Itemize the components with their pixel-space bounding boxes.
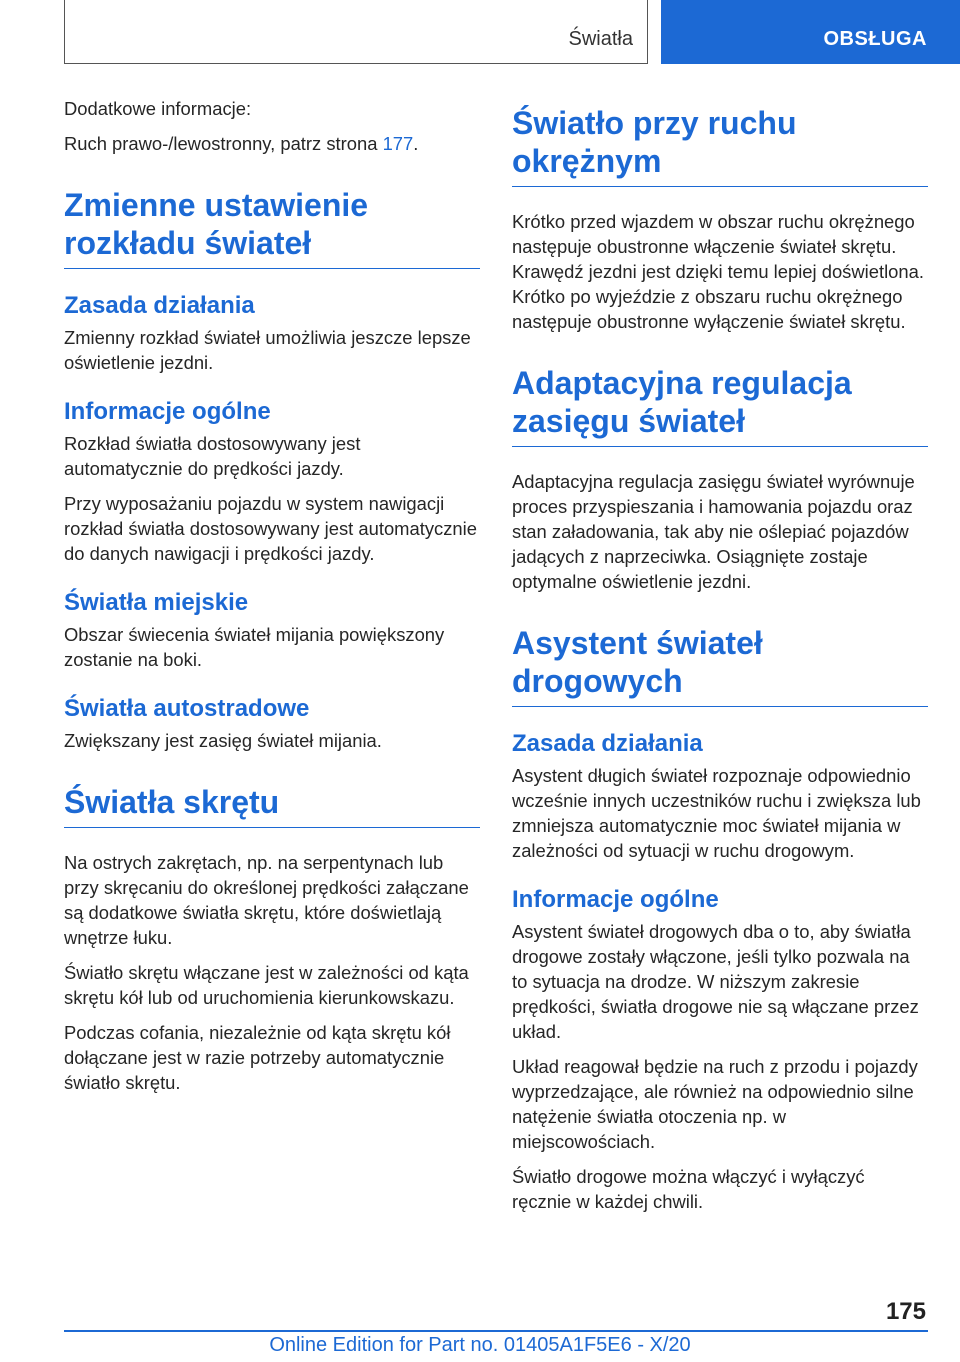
section-roundabout	[512, 104, 928, 187]
paragraph-assistant-principle: Asystent długich świateł rozpoznaje odpowiednio wcześnie innych uczestników ruchu i zwiększa lub zmniejsza automatycznie moc świateł mijania w zależności od sytuacji w ruchu drogowym.	[512, 765, 921, 861]
page-reference-link[interactable]: 177	[382, 133, 414, 154]
header-chapter-label: OBSŁUGA	[823, 28, 927, 50]
right-column	[512, 96, 928, 1224]
section-variable-light	[64, 186, 480, 269]
paragraph-roundabout: Krótko przed wjazdem w obszar ruchu okrężnego następuje obustronne włączenie świateł skrętu. Krawędź jezdni jest dzięki temu lepiej doświetlona. Krótko po wyjeździe z obszaru ruchu okrężnego następuje obustronne wyłączenie świateł skrętu.	[512, 211, 924, 332]
heading-high-beam-assistant: Asystent świateł drogowych	[512, 624, 928, 707]
section-cornering-lights	[64, 783, 480, 828]
heading-adaptive-range: Adaptacyjna regulacja zasięgu świateł	[512, 364, 928, 447]
traffic-reference-end: .	[413, 133, 419, 154]
subheading-general: Informacje ogólne	[64, 398, 271, 425]
paragraph-assistant-general-1: Asystent świateł drogowych dba o to, aby światła drogowe zostały włączone, jeśli tylko pozwala na to sytuacja na drodze. W niższym zakresie prędkości, światła drogowe nie są włączane przez układ.	[512, 921, 919, 1042]
paragraph-city-lights: Obszar świecenia świateł mijania powiększony zostanie na boki.	[64, 624, 445, 670]
paragraph-general-2: Przy wyposażaniu pojazdu w system nawigacji rozkład światła dostosowywany jest automatycznie do danych nawigacji i prędkości jazdy.	[64, 493, 477, 564]
paragraph-cornering-2: Światło skrętu włączane jest w zależności od kąta skrętu kół lub od uruchomienia kierunkowskazu.	[64, 962, 469, 1008]
paragraph-principle: Zmienny rozkład świateł umożliwia jeszcze lepsze oświetlenie jezdni.	[64, 327, 471, 373]
subheading-assistant-principle: Zasada działania	[512, 730, 703, 757]
left-column	[64, 96, 480, 1105]
footer-edition: Online Edition for Part no. 01405A1F5E6 - X/20	[269, 1334, 691, 1356]
paragraph-adaptive-range: Adaptacyjna regulacja zasięgu świateł wyrównuje proces przyspieszania i hamowania pojazdu oraz stan załadowania, tak aby nie oślepiać pojazdów jadących z naprzeciwka. Osiągnięte zostaje optymalne oświetlenie jezdni.	[512, 471, 915, 592]
paragraph-cornering-3: Podczas cofania, niezależnie od kąta skrętu kół dołączane jest w razie potrzeby automatycznie światło skrętu.	[64, 1022, 451, 1093]
subheading-assistant-general: Informacje ogólne	[512, 886, 719, 913]
footer-divider	[64, 1330, 928, 1332]
section-high-beam-assistant	[512, 624, 928, 707]
page-number: 175	[885, 1298, 926, 1325]
extra-info-label: Dodatkowe informacje:	[64, 98, 252, 119]
paragraph-assistant-general-3: Światło drogowe można włączyć i wyłączyć ręcznie w każdej chwili.	[512, 1166, 865, 1212]
subheading-principle: Zasada działania	[64, 292, 255, 319]
paragraph-highway-lights: Zwiększany jest zasięg świateł mijania.	[64, 730, 382, 751]
traffic-reference-text: Ruch prawo-/lewostronny, patrz strona	[64, 133, 383, 154]
header-chapter-tab[interactable]	[661, 0, 960, 64]
paragraph-assistant-general-2: Układ reagował będzie na ruch z przodu i pojazdy wyprzedzające, ale również na odpowiednio silne natężenie światła otoczenia np. w miejscowościach.	[512, 1056, 918, 1152]
heading-variable-light: Zmienne ustawienie rozkładu świateł	[64, 186, 480, 269]
header-frame	[64, 0, 648, 64]
paragraph-general-1: Rozkład światła dostosowywany jest automatycznie do prędkości jazdy.	[64, 433, 361, 479]
section-adaptive-range	[512, 364, 928, 447]
header-section-title: Światła	[568, 28, 633, 50]
heading-cornering-lights: Światła skrętu	[64, 783, 480, 828]
traffic-reference	[64, 131, 480, 156]
subheading-city-lights: Światła miejskie	[64, 589, 249, 616]
subheading-highway-lights: Światła autostradowe	[64, 695, 310, 722]
paragraph-cornering-1: Na ostrych zakrętach, np. na serpentynach lub przy skręcaniu do określonej prędkości załączane są dodatkowe światła skrętu, które doświetlają wnętrze łuku.	[64, 852, 469, 948]
heading-roundabout: Światło przy ruchu okrężnym	[512, 104, 928, 187]
